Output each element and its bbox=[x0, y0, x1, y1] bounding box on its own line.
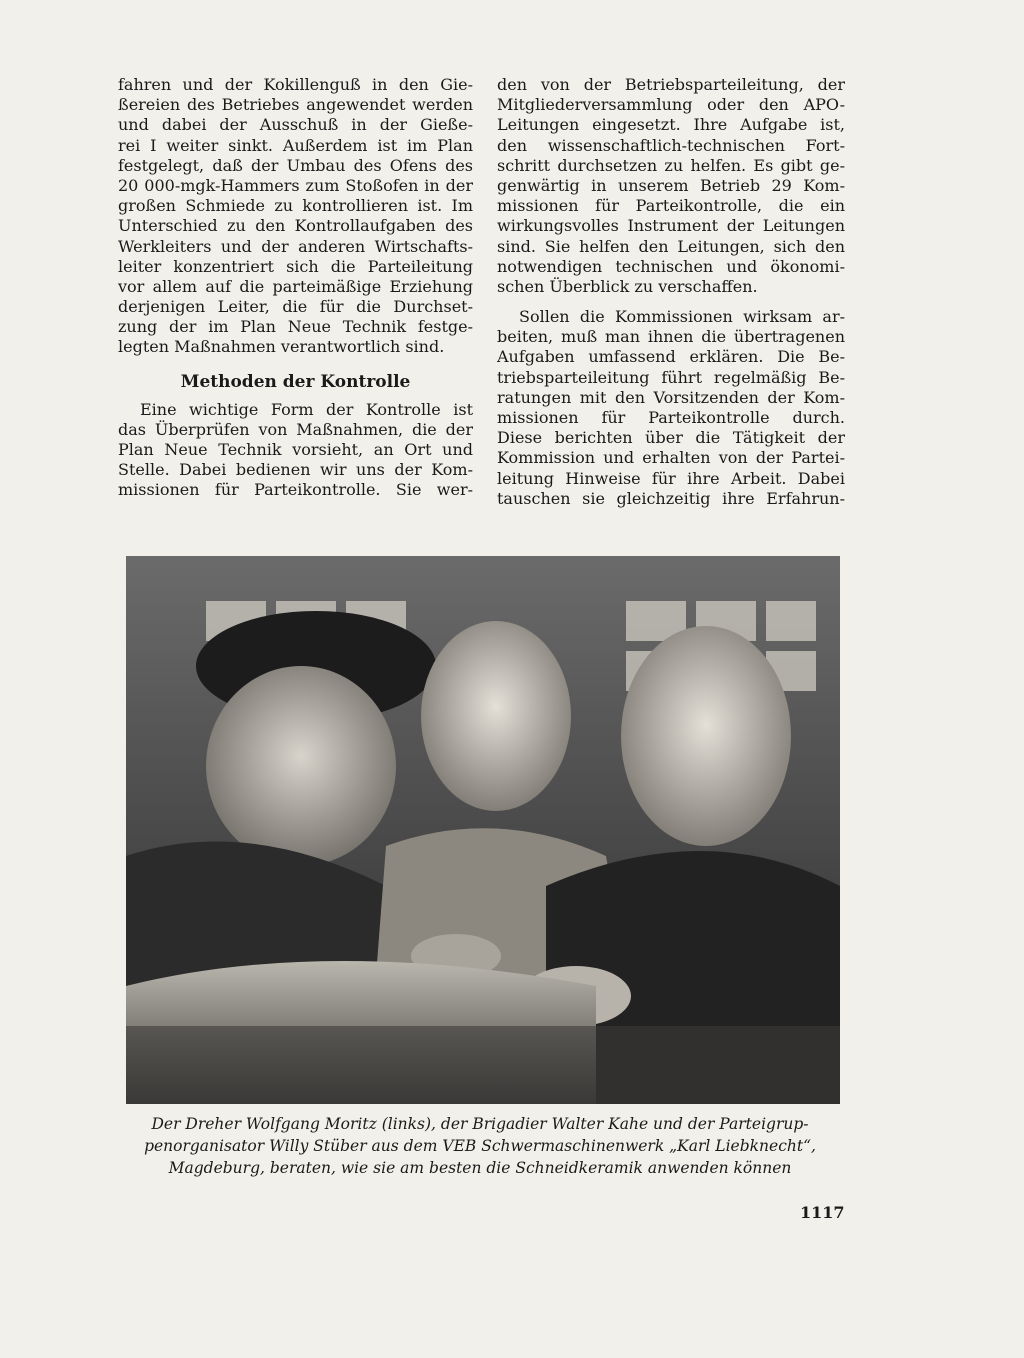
text-line: rei I weiter sinkt. Außerdem ist im Plan bbox=[118, 135, 473, 155]
text-line: legten Maßnahmen verantwortlich sind. bbox=[118, 337, 445, 357]
caption-line: Der Dreher Wolfgang Moritz (links), der Brigadier Walter Kahe und der Parteigrup- bbox=[151, 1115, 809, 1133]
text-line: Eine wichtige Form der Kontrolle ist bbox=[140, 399, 473, 419]
text-line: Kommission und erhalten von der Partei- bbox=[497, 448, 845, 468]
text-line: genwärtig in unserem Betrieb 29 Kom- bbox=[497, 175, 845, 195]
text-line: großen Schmiede zu kontrollieren ist. Im bbox=[118, 196, 473, 216]
photograph-illustration bbox=[126, 556, 840, 1104]
photo-caption bbox=[110, 1113, 850, 1179]
text-line: Plan Neue Technik vorsieht, an Ort und bbox=[118, 440, 473, 459]
paragraph-gap bbox=[497, 297, 845, 307]
text-line: vor allem auf die parteimäßige Erziehung bbox=[118, 276, 473, 296]
text-line: Leitungen eingesetzt. Ihre Aufgabe ist, bbox=[497, 115, 845, 135]
text-line: notwendigen technischen und ökonomi- bbox=[497, 256, 845, 276]
text-line: 20 000-mgk-Hammers zum Stoßofen in der bbox=[118, 175, 473, 195]
text-line: missionen für Parteikontrolle. Sie wer- bbox=[118, 480, 473, 500]
text-line: Sollen die Kommissionen wirksam ar- bbox=[519, 307, 845, 327]
text-line: Werkleiters und der anderen Wirtschafts- bbox=[118, 236, 473, 256]
caption-line: penorganisator Willy Stüber aus dem VEB Schwermaschinenwerk „Karl Liebknecht“, bbox=[144, 1137, 816, 1155]
text-line: ßereien des Betriebes angewendet werden bbox=[118, 95, 473, 115]
text-line: tauschen sie gleichzeitig ihre Erfahrun- bbox=[497, 488, 845, 508]
text-line: ratungen mit den Vorsitzenden der Kom- bbox=[497, 387, 845, 407]
text-line: fahren und der Kokillenguß in den Gie- bbox=[118, 75, 473, 94]
text-line: festgelegt, daß der Umbau des Ofens des bbox=[118, 155, 473, 175]
photograph bbox=[126, 556, 840, 1104]
text-line: schen Überblick zu verschaffen. bbox=[497, 276, 758, 296]
text-line: schritt durchsetzen zu helfen. Es gibt ge- bbox=[497, 155, 845, 175]
text-line: zung der im Plan Neue Technik festge- bbox=[118, 317, 473, 337]
text-line: triebsparteileitung führt regelmäßig Be- bbox=[497, 367, 845, 387]
text-line: missionen für Parteikontrolle durch. bbox=[497, 408, 845, 427]
text-line: missionen für Parteikontrolle, die ein bbox=[497, 196, 845, 216]
text-line: das Überprüfen von Maßnahmen, die der bbox=[118, 419, 473, 439]
text-line: wirkungsvolles Instrument der Leitungen bbox=[497, 216, 845, 236]
text-line: Aufgaben umfassend erklären. Die Be- bbox=[497, 347, 845, 367]
text-line: leitung Hinweise für ihre Arbeit. Dabei bbox=[497, 468, 845, 488]
right-paragraph-1 bbox=[497, 75, 845, 297]
left-paragraph-1 bbox=[118, 75, 473, 358]
right-paragraph-2 bbox=[497, 307, 845, 509]
text-line: den von der Betriebsparteileitung, der bbox=[497, 75, 845, 94]
text-line: derjenigen Leiter, die für die Durchset- bbox=[118, 297, 473, 317]
text-line: Mitgliederversammlung oder den APO- bbox=[497, 95, 845, 115]
left-column bbox=[118, 75, 473, 501]
right-column bbox=[497, 75, 845, 509]
text-line: und dabei der Ausschuß in der Gieße- bbox=[118, 115, 473, 135]
left-paragraph-2 bbox=[118, 400, 473, 501]
text-line: Stelle. Dabei bedienen wir uns der Kom- bbox=[118, 460, 473, 480]
text-line: leiter konzentriert sich die Parteileitung bbox=[118, 256, 473, 276]
text-line: sind. Sie helfen den Leitungen, sich den bbox=[497, 236, 845, 256]
text-line: Unterschied zu den Kontrollaufgaben des bbox=[118, 216, 473, 236]
text-line: Diese berichten über die Tätigkeit der bbox=[497, 428, 845, 448]
text-line: beiten, muß man ihnen die übertragenen bbox=[497, 327, 845, 347]
page-number: 1117 bbox=[800, 1203, 845, 1222]
caption-line: Magdeburg, beraten, wie sie am besten die Schneidkeramik anwenden können bbox=[168, 1159, 792, 1177]
text-line: den wissenschaftlich-technischen Fort- bbox=[497, 135, 845, 155]
section-heading: Methoden der Kontrolle bbox=[180, 371, 411, 392]
